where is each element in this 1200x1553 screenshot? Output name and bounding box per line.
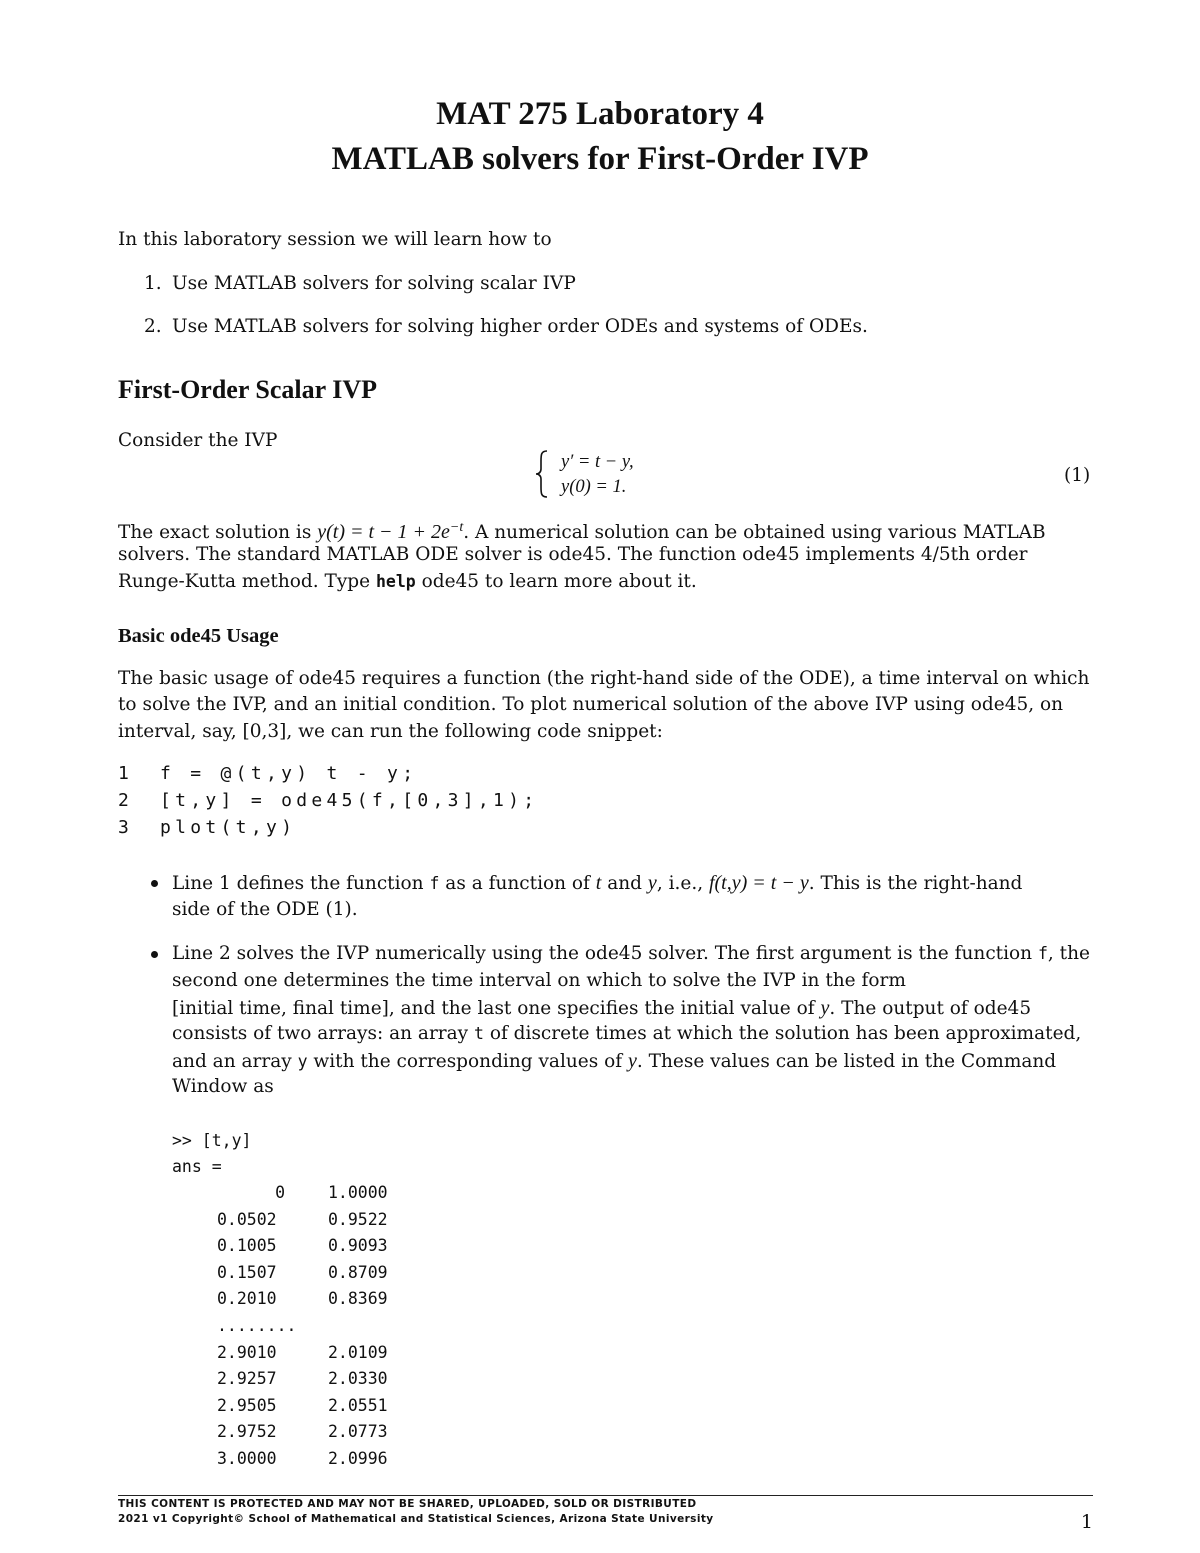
output-value-cell: 2.0330 [328,1369,388,1389]
footer-copyright: 2021 v1 Copyright© School of Mathematical and Statistical Sciences, Arizona State University [118,1513,714,1525]
intro-item: Use MATLAB solvers for solving scalar IVP [172,273,576,294]
bullet-text: side of the ODE (1). [172,899,358,920]
paragraph-line: to solve the IVP, and an initial condition. To plot numerical solution of the above IVP using ode45, on [118,694,1064,715]
code-line: [t,y] = ode45(f,[0,3],1); [160,790,539,811]
bullet-text: and an array y with the corresponding values of y. These values can be listed in the Command [172,1050,1057,1072]
bullet-text: Window as [172,1076,274,1097]
exact-solution-math: y(t) = t − 1 + 2e [317,521,450,544]
paragraph-line: solvers. The standard MATLAB ODE solver is ode45. The function ode45 implements 4/5th order [118,544,1028,565]
intro-item: Use MATLAB solvers for solving higher order ODEs and systems of ODEs. [172,316,868,337]
command-prompt: >> [t,y] [172,1131,252,1150]
code-line-number: 3 [118,817,129,838]
output-time-cell: 2.9257 [217,1369,277,1389]
output-time-cell: 2.9505 [217,1395,277,1415]
output-value-cell: 2.0996 [328,1449,388,1468]
page-number: 1 [1080,1511,1093,1533]
intro-item-number: 1. [144,273,162,294]
ans-label: ans = [172,1157,222,1176]
paragraph-line: The basic usage of ode45 requires a function (the right-hand side of the ODE), a time interval on which [118,668,1090,689]
code-line: plot(t,y) [160,817,297,838]
page-subtitle: MATLAB solvers for First-Order IVP [331,141,869,177]
paragraph-line: Runge-Kutta method. Type help ode45 to learn more about it. [118,571,697,592]
output-time-cell: 0.0502 [217,1209,277,1229]
output-time-cell: 3.0000 [217,1449,277,1468]
output-time-cell: 2.9010 [217,1342,277,1362]
bullet-text: Line 1 defines the function f as a function of t and y, i.e., f(t,y) = t − y. This is the right-hand [172,872,1023,894]
subsection-heading: Basic ode45 Usage [118,625,279,647]
paragraph-line: The exact solution is $y(t) = t - 1 + 2e^{-t}$. A numerical solution can be obtained using various MATLAB [118,520,1046,544]
equation-number: (1) [1064,465,1091,486]
footer-divider [118,1495,1093,1496]
footer-notice: THIS CONTENT IS PROTECTED AND MAY NOT BE SHARED, UPLOADED, SOLD OR DISTRIBUTED [118,1498,697,1510]
output-value-cell: 0.8709 [328,1262,388,1282]
output-value-cell: 0.9093 [328,1236,388,1256]
output-time-cell: 0.2010 [217,1289,277,1309]
output-time-cell: 0.1507 [217,1262,277,1282]
bullet-text: [initial time, final time], and the last one specifies the initial value of y. The output of ode45 [172,997,1032,1019]
bullet-icon [151,880,158,887]
code-line-number: 1 [118,763,129,784]
consider-text: Consider the IVP [118,430,278,451]
bullet-text: second one determines the time interval on which to solve the IVP in the form [172,970,906,991]
output-time-cell: 0.1005 [217,1236,277,1256]
left-brace-icon [533,449,553,499]
output-time-cell: 0 [275,1183,285,1202]
output-time-cell: ........ [217,1316,297,1335]
code-line: f = @(t,y) t - y; [160,763,418,784]
output-value-cell: 2.0551 [328,1395,388,1415]
section-heading: First-Order Scalar IVP [118,375,377,404]
page-title: MAT 275 Laboratory 4 [436,96,764,132]
intro-text: In this laboratory session we will learn how to [118,229,552,250]
output-value-cell: 2.0773 [328,1422,388,1442]
output-time-cell: 2.9752 [217,1422,277,1442]
bullet-icon [151,951,158,958]
output-value-cell: 2.0109 [328,1342,388,1362]
output-value-cell: 1.0000 [328,1183,388,1202]
equation-line: y(0) = 1. [561,477,627,497]
intro-item-number: 2. [144,316,162,337]
bullet-text: Line 2 solves the IVP numerically using the ode45 solver. The first argument is the function f, the [172,943,1090,964]
equation-line: y′ = t − y, [561,452,634,472]
output-value-cell: 0.9522 [328,1209,388,1229]
code-line-number: 2 [118,790,129,811]
bullet-text: consists of two arrays: an array t of discrete times at which the solution has been approximated, [172,1023,1082,1044]
paragraph-line: interval, say, [0,3], we can run the following code snippet: [118,721,663,742]
help-command: help [375,572,416,591]
output-value-cell: 0.8369 [328,1289,388,1309]
